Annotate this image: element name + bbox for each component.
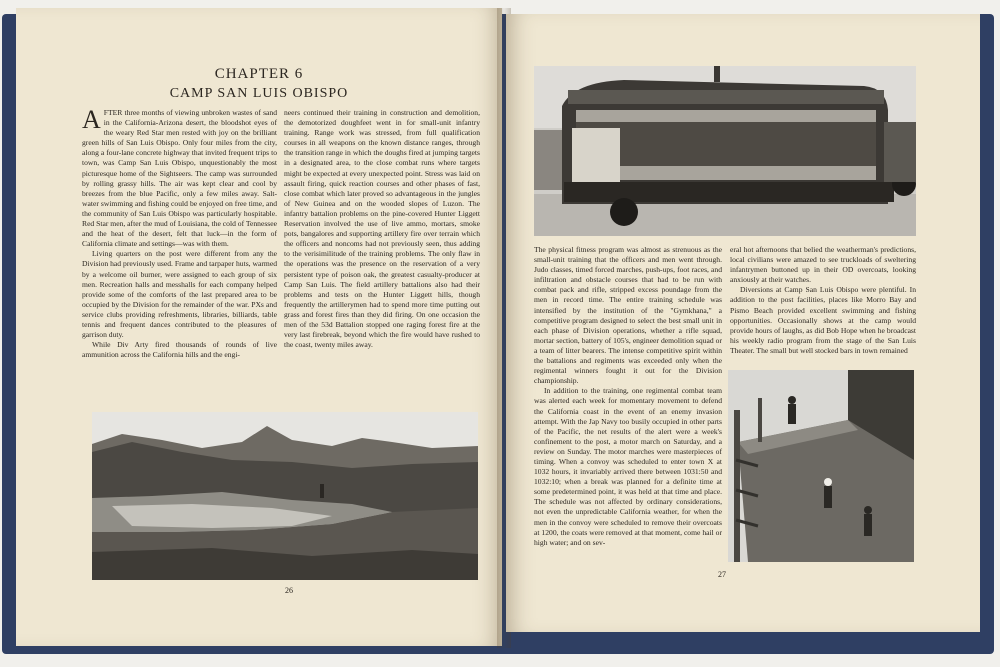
right-page	[506, 14, 980, 632]
page-number: 26	[285, 586, 293, 595]
paragraph: While Div Arty fired thousands of rounds of live ammunition across the California hills and the engi-	[82, 340, 277, 360]
landscape-photo	[92, 412, 478, 580]
right-column-1	[534, 245, 722, 548]
paragraph: AFTER three months of viewing unbroken wastes of sand in the California-Arizona desert, the bloodshot eyes of the weary Red Star men rested with joy on the brilliant green hills of San Luis Obispo. Only four miles from the city, along a four-lane concrete highway that invited frequent trips to town, was Camp San Luis Obispo, unquestionably the most picturesque home of the Sightseers. The camp was surrounded by rolling grassy hills. The air was kept clear and cool by breezes from the blue Pacific, only a few miles away. Salt-water swimming and fishing could be enjoyed on free time, and the community of San Luis Obispo was particularly hospitable. Red Star men, after the mud of Louisiana, the cold of Tennessee and the heat of the desert, felt that luck—in the form of California climate and settings—was with them.	[82, 105, 277, 249]
bus-photo	[534, 66, 916, 236]
page-number: 27	[718, 570, 726, 579]
left-page	[16, 8, 502, 646]
climbing-wall-photo-image	[728, 370, 914, 562]
drop-cap: A	[82, 105, 101, 134]
paragraph: In addition to the training, one regimental combat team was alerted each week for momentary movement to defend the California coast in the event of an enemy invasion attempt. With the Jap Navy too busily occupied in other parts of the Pacific, the net results of the alert were a week's confinement to the post, a motor march on Saturday, and a review on Sunday. The motor marches were masterpieces of timing. When a convoy was scheduled to enter town X at 1032 hours, it invariably arrived there between 1031:50 and 1032:10; when a break was planned for a definite time at some predetermined point, it was held at that time and place. The schedule was not affected by ordinary considerations, not even the unpredictable California weather, for when the men in the convoy were scheduled to remove their overcoats at 1200, the coats were removed at that moment, come hail or high water; and on sev-	[534, 386, 722, 547]
paragraph: Living quarters on the post were different from any the Division had previously used. Frame and tarpaper huts, warmed by a welcome oil burner, were assigned to each group of six men. Recreation halls and messhalls for each company helped provide some of the comforts of the last prepared area to be occupied by the Division for the remainder of the war. PXs and service clubs providing refreshments, libraries, billiards, table tennis and frequent dances contributed to the pleasures of garrison duty.	[82, 249, 277, 340]
bus-photo-image	[534, 66, 916, 236]
left-column-1	[82, 105, 277, 360]
paragraph: The physical fitness program was almost as strenuous as the small-unit training that the officers and men went through. Judo classes, timed forced marches, push-ups, foot races, and infiltration and obstacle courses that had to be run with combat pack and rifle, stripped excess poundage from the men in record time. The entire training schedule was intensified by the institution of the "Gymkhana," a competitive program designed to select the best small unit in each phase of Division operations, whether a rifle squad, mortar section, battery of 105's, engineer demolition squad or a team of litter bearers. The intense competitive spirit within the battalions and regiments was exceeded only when the regimental winners fought it out for the Division championship.	[534, 245, 722, 386]
paragraph: Diversions at Camp San Luis Obispo were plentiful. In addition to the post facilities, places like Morro Bay and Pismo Beach provided excellent swimming and fishing opportunities. Occasionally shows at the camp would provide hours of laughs, as did Bob Hope when he broadcast his weekly radio program from the stage of the San Luis Theater. The small but well stocked bars in town remained	[730, 285, 916, 355]
left-column-2	[284, 108, 480, 350]
landscape-photo-image	[92, 412, 478, 580]
paragraph: neers continued their training in construction and demolition, the demotorized doughfeet went in for small-unit infantry training. Range work was stressed, from full qualification courses in all weapons on the known distance ranges, through the transition range in which the doughs fired at jumping targets in a designated area, to the close combat runs where targets might be expected at every unexpected point. Stress was laid on assault firing, quick reaction courses and other phases of fast, close combat which later proved so advantageous in the jungles of New Guinea and on the wooded slopes of Luzon. The infantry battalion problems on the pine-covered Hunter Liggett Reservation involved the use of live ammo, mortars, smoke pots, bangalores and supporting artillery fire over terrain which the officers and noncoms had not previously seen, thus adding to the verisimilitude of the training problems. The only flaw in the operations was the presence on the reservation of a very persistent type of poison oak, the greatest casualty-producer at Camp San Luis. The field artillery battalions also had their problems and tests on the Hunter Liggett hills, though frequently the artillerymen had to spend more time putting out grass and forest fires than they did firing. On one occasion the men of the 53d Battalion stopped one raging forest fire at the very last firebreak, beyond which the fire would have rushed to the coast, twenty miles away.	[284, 108, 480, 350]
chapter-title: CAMP SAN LUIS OBISPO	[169, 86, 349, 101]
chapter-number: CHAPTER 6	[214, 66, 304, 82]
paragraph: eral hot afternoons that belied the weatherman's predictions, local civilians were amazed to see truckloads of sweltering infantrymen buttoned up in their OD overcoats, looking anxiously at their watches.	[730, 245, 916, 285]
right-column-2	[730, 245, 916, 356]
climbing-wall-photo	[728, 370, 914, 562]
